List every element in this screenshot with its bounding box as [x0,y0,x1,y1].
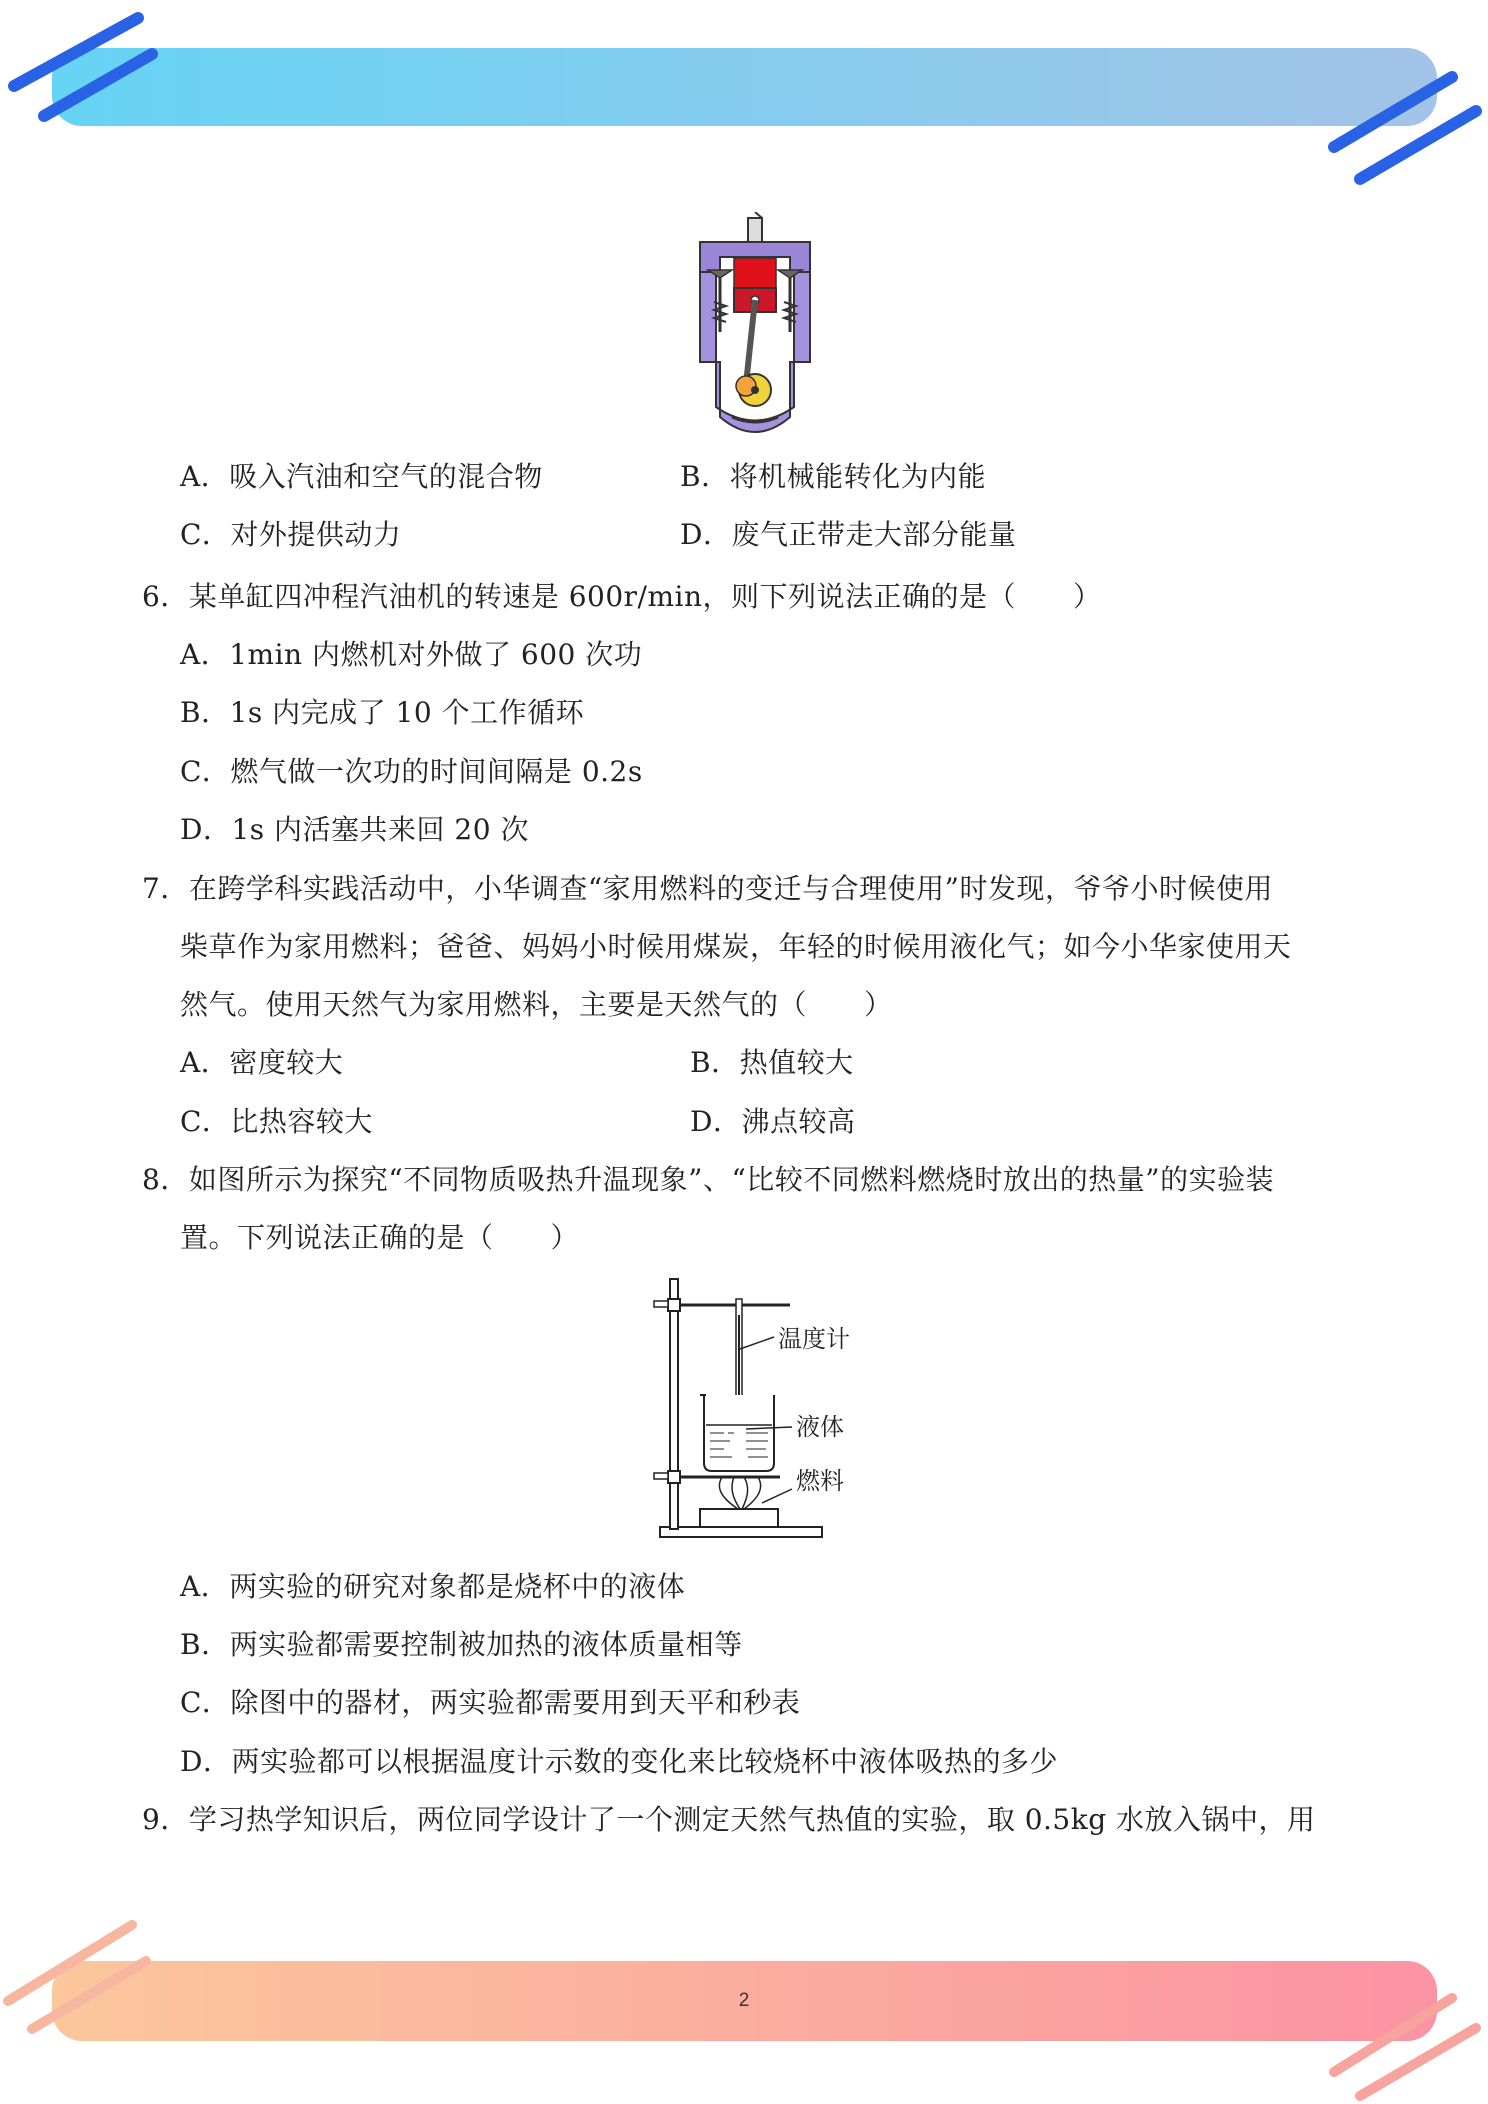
q6-option-c: C．燃气做一次功的时间间隔是 0.2s [180,755,643,788]
engine-diagram [690,212,820,442]
q6-option-d: D．1s 内活塞共来回 20 次 [180,813,529,846]
q7-option-c: C．比热容较大 [180,1105,373,1138]
q5-option-c: C．对外提供动力 [180,518,402,551]
q8-option-a: A．两实验的研究对象都是烧杯中的液体 [180,1570,686,1603]
q5-option-a: A．吸入汽油和空气的混合物 [180,460,543,493]
q7-stem-line3: 然气。使用天然气为家用燃料，主要是天然气的（ ） [180,988,893,1021]
page-number: 2 [738,1990,750,2011]
q7-stem-line2: 柴草作为家用燃料；爸爸、妈妈小时候用煤炭，年轻的时候用液化气；如今小华家使用天 [180,930,1292,963]
q8-option-c: C．除图中的器材，两实验都需要用到天平和秒表 [180,1686,801,1719]
q8-stem-line1: 8．如图所示为探究“不同物质吸热升温现象”、“比较不同燃料燃烧时放出的热量”的实验装 [142,1163,1275,1196]
q8-option-b: B．两实验都需要控制被加热的液体质量相等 [180,1628,743,1661]
q6-stem: 6．某单缸四冲程汽油机的转速是 600r/min，则下列说法正确的是（ ） [142,580,1102,613]
q9-stem-line1: 9．学习热学知识后，两位同学设计了一个测定天然气热值的实验，取 0.5kg 水放入锅中，用 [142,1803,1316,1836]
q7-option-d: D．沸点较高 [690,1105,856,1138]
q6-option-b: B．1s 内完成了 10 个工作循环 [180,696,585,729]
q8-option-d: D．两实验都可以根据温度计示数的变化来比较烧杯中液体吸热的多少 [180,1745,1058,1778]
experiment-apparatus-diagram [640,1275,880,1550]
label-thermometer: 温度计 [778,1325,850,1353]
header-left-stripes [0,0,160,140]
label-liquid: 液体 [796,1413,844,1441]
header-band [52,48,1437,126]
label-fuel: 燃料 [796,1467,844,1495]
q7-stem-line1: 7．在跨学科实践活动中，小华调查“家用燃料的变迁与合理使用”时发现，爷爷小时候使用 [142,872,1273,905]
q7-option-a: A．密度较大 [180,1046,344,1079]
header-right-stripes [1320,55,1488,195]
q5-option-b: B．将机械能转化为内能 [680,460,987,493]
q7-option-b: B．热值较大 [690,1046,854,1079]
q6-option-a: A．1min 内燃机对外做了 600 次功 [180,638,643,671]
q5-option-d: D．废气正带走大部分能量 [680,518,1017,551]
q8-stem-line2: 置。下列说法正确的是（ ） [180,1221,580,1254]
footer-left-stripes [0,1905,160,2055]
